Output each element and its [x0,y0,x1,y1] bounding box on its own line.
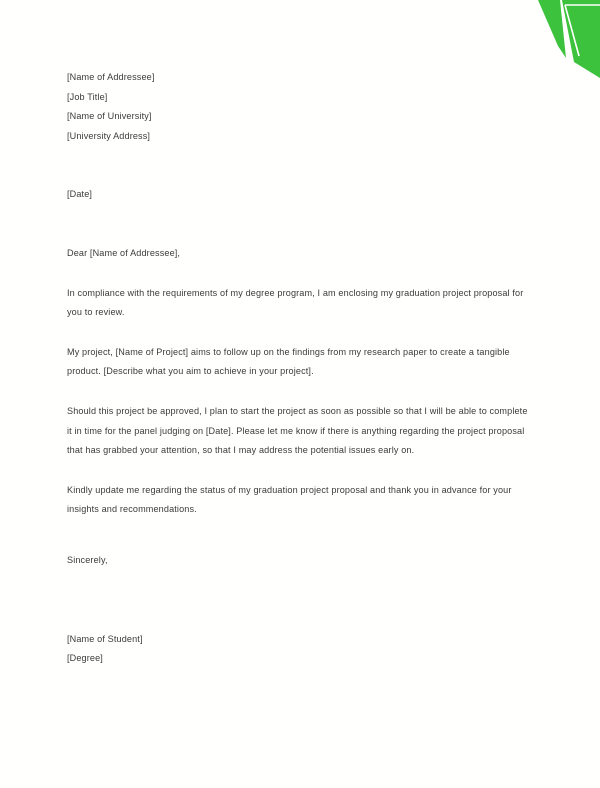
body-paragraph: In compliance with the requirements of my degree program, I am enclosing my graduation project proposal for you to review. [67,287,524,318]
green-chevron-logo-icon [530,0,600,80]
spacer [67,323,533,343]
closing-text: Sincerely, [67,554,108,565]
addressee-line: [Job Title] [67,91,108,102]
salutation [67,244,533,264]
spacer [67,205,533,244]
closing [67,551,533,571]
spacer [67,520,533,551]
spacer [67,382,533,402]
body-paragraph: Should this project be approved, I plan to start the project as soon as possible so that I will be able to complete it in time for the panel judging on [Date]. Please let me know if there is anything regarding the project proposal that has grabbed your attention, so that I may address the potential issues early on. [67,405,528,456]
signature-line: [Name of Student] [67,633,143,644]
addressee-line: [University Address] [67,130,151,141]
addressee-block [67,68,533,146]
signature-block [67,630,533,669]
spacer [67,146,533,185]
date-text: [Date] [67,189,93,200]
signature-line: [Degree] [67,653,103,664]
addressee-line: [Name of Addressee] [67,72,155,82]
body-paragraph: My project, [Name of Project] aims to follow up on the findings from my research paper to create a tangible product. [Describe what you aim to achieve in your project]. [67,346,510,377]
spacer [67,264,533,284]
body-paragraph: Kindly update me regarding the status of my graduation project proposal and thank you in advance for your insights and recommendations. [67,484,512,515]
spacer [67,461,533,481]
date-block [67,185,533,205]
letter-body [67,68,533,669]
salutation-text: Dear [Name of Addressee], [67,247,181,258]
addressee-line: [Name of University] [67,111,152,122]
spacer [67,571,533,630]
